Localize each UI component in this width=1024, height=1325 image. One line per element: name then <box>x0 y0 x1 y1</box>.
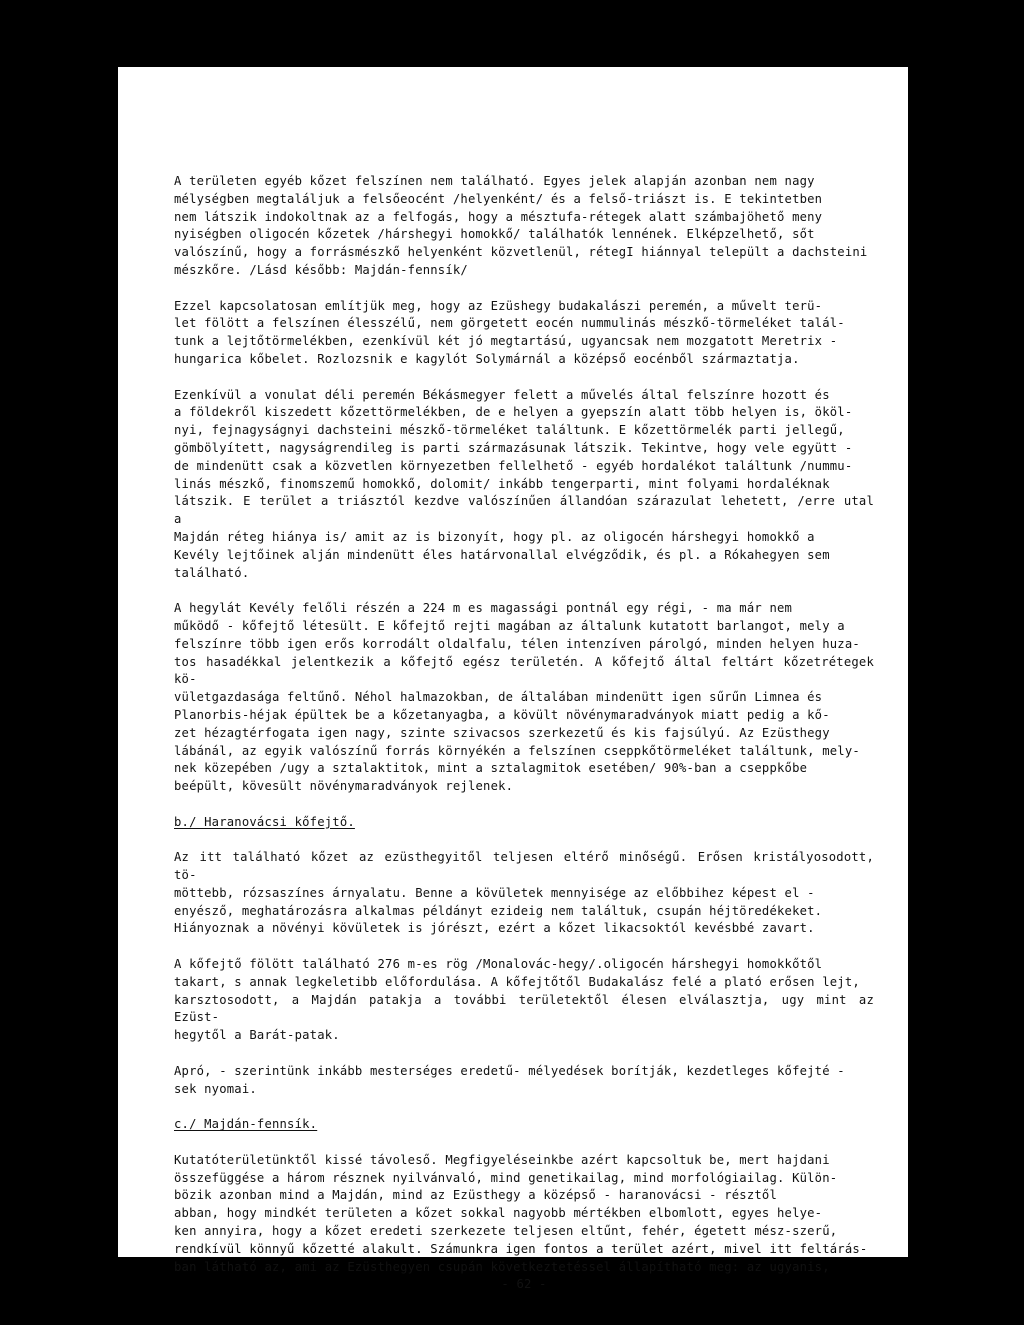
scanned-page <box>118 67 908 1292</box>
section-b-paragraph-3: Apró, - szerintünk inkább mesterséges eredetű- mélyedések borítják, kezdetleges kőfejté - sek nyomai. <box>174 1063 845 1096</box>
paragraph-kofejto-barlang: A hegylát Kevély felőli részén a 224 m es magassági pontnál egy régi, - ma már nem működő - kőfejtő létesült. E kőfejtő rejti magában az általunk kutatott barlangot, mely a felszínre több igen erős korrodált oldalfalu, télen intenzíven párolgó, minden helyen huza- tos hasadékkal jelentkezik a kőfejtő egész területén. A kőfejtő által feltárt kőzetrétegek kö- vületgazdasága feltűnő. Néhol halmazokban, de általában mindenütt igen sűrűn Limnea és Planorbis-héjak épültek be a kőzetanyagba, a kövült növénymaradványok miatt pedig a kő- zet hézagtérfogata igen nagy, szinte szivacsos szerkezetű és kis fajsúlyú. Az Ezüsthegy lábánál, az egyik valószínű forrás környékén a felszínen cseppkőtörmeléket találtunk, mely- nek közepében /ugy a sztalaktitok, mint a sztalagmitok esetében/ 90%-ban a cseppkőbe beépült, kövesült növénymaradványok rejlenek. <box>174 601 874 794</box>
paragraph-bekasmegyer: Ezenkívül a vonulat déli peremén Békásmegyer felett a művelés által felszínre hozott és a földekről kiszedett kőzettörmelékben, de e helyen a gyepszín alatt több helyen is, ököl- nyi, fejnagyságnyi dachsteini mészkő-törmeléket találtunk. E kőzettörmelék parti jellegű, gömbölyített, nagyságrendileg is parti származásunak látszik. Tekintve, hogy vele együtt - de mindenütt csak a közvetlen környezetben fellelhető - egyéb hordalékot találtunk /nummu- linás mészkő, finomszemű homokkő, dolomit/ inkább tengerparti, mint folyami hordaléknak látszik. E terület a triásztól kezdve valószínűen állandóan szárazulat lehetett, /erre utal a Majdán réteg hiánya is/ amit az is bizonyít, hogy pl. az oligocén hárshegyi homokkő a Kevély lejtőinek alján mindenütt éles határvonallal elvégződik, és pl. a Rókahegyen sem található. <box>174 387 874 580</box>
paragraph-ezusthegy-eocene: Ezzel kapcsolatosan említjük meg, hogy az Ezüshegy budakalászi peremén, a művelt terü- let fölött a felszínen élesszélű, nem görgetett eocén nummulinás mészkő-törmeléket talál- tunk a lejtőtörmelékben, ezenkívül két jó megtartású, ugyancsak nem mozgatott Meretrix - hungarica kőbelet. Rozlozsnik e kagylót Solymárnál a középső eocénből származtatja. <box>174 298 845 366</box>
page-content <box>174 173 874 1294</box>
section-b-paragraph-2: A kőfejtő fölött található 276 m-es rög /Monalovác-hegy/.oligocén hárshegyi homokkőtől takart, s annak legkeletibb előfordulása. A kőfejtőtől Budakalász felé a plató erősen lejt, karsztosodott, a Majdán patakja a további területektől élesen elválasztja, ugy mint az Ezüst- hegytől a Barát-patak. <box>174 957 874 1043</box>
section-b-heading: b./ Haranovácsi kőfejtő. <box>174 814 355 829</box>
section-c-heading: c./ Majdán-fennsík. <box>174 1117 318 1132</box>
page-number: - 62 - <box>501 1277 547 1292</box>
section-b-paragraph-1: Az itt található kőzet az ezüsthegyitől teljesen eltérő minőségű. Erősen kristályosodott, tö- möttebb, rózsaszínes árnyalatu. Benne a kövületek mennyisége az előbbihez képest el - enyésző, meghatározásra alkalmas példányt ezideig nem találtuk, csupán héjtöredékeket. Hiányoznak a növényi kövületek is jórészt, ezért a kőzet likacsoktól kevésbbé zavart. <box>174 850 874 936</box>
paragraph-intro: A területen egyéb kőzet felszínen nem található. Egyes jelek alapján azonban nem nagy mélységben megtaláljuk a felsőeocént /helyenként/ és a felső-triászt is. E tekintetben nem látszik indokoltnak az a felfogás, hogy a mésztufa-rétegek alatt számbajöhető meny nyiségben oligocén kőzetek /hárshegyi homokkő/ találhatók lennének. Elképzelhető, sőt valószínű, hogy a forrásmészkő helyenként közvetlenül, rétegI hiánnyal települt a dachsteini mészkőre. /Lásd később: Majdán-fennsík/ <box>174 174 868 277</box>
section-c-paragraph: Kutatóterületünktől kissé távoleső. Megfigyeléseinkbe azért kapcsoltuk be, mert hajdani összefüggése a három résznek nyilvánvaló, mind genetikailag, mind morfológiailag. Külön- bözik azonban mind a Majdán, mind az Ezüsthegy a középső - haranovácsi - résztől abban, hogy mindkét területen a kőzet sokkal nagyobb mértékben elbomlott, egyes helye- ken annyira, hogy a kőzet eredeti szerkezete teljesen eltűnt, fehér, égetett mész-szerű, rendkívül könnyű kőzetté alakult. Számunkra igen fontos a terület azért, mivel itt feltárás- ban látható az, ami az Ezüsthegyen csupán következtetéssel állapítható meg: az ugyanis, <box>174 1152 868 1274</box>
